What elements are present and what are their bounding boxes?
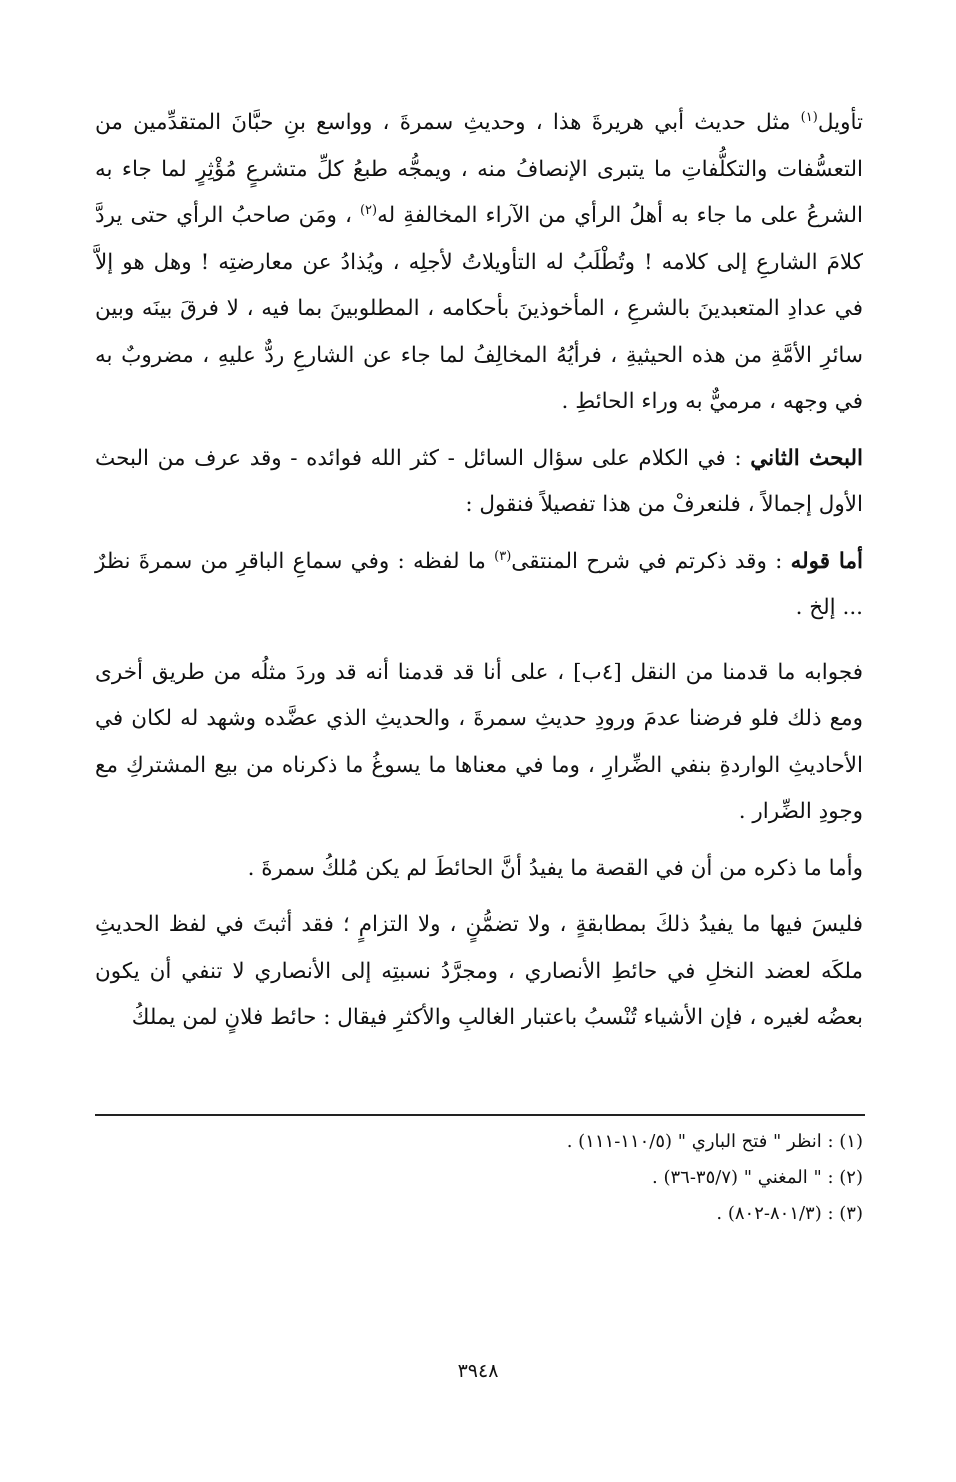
paragraph-3-text-a: : وقد ذكرتم في شرح المنتقى [511,548,791,574]
footnote-3: (٣) : (٨٠١/٣-٨٠٢) . [716,1203,863,1224]
paragraph-2-text: : في الكلام على سؤال السائل - كثر الله فوائده - وقد عرف من البحث الأول إجمالاً ، فلنعرفْ من هذا تفصيلاً فنقول : [95,445,863,517]
page-number: ٣٩٤٨ [457,1360,499,1382]
footnote-ref-3[interactable]: (٣) [494,548,512,564]
footnotes [95,1124,863,1232]
paragraph-1-text-a: تأويل [817,110,863,135]
paragraph-1-text-b: مثل حديث أبي هريرةَ هذا ، وحديثِ سمرةَ ، وواسع بنِ حبَّانَ المتقدِّمين من التعسُّفات والتكلُّفاتِ ما يتبرى الإنصافُ منه ، ويمجُّه طبعُ كلِّ متشرعٍ مُؤْثِرٍ لما جاء به الشرعُ على ما جاء به أهلُ الرأي من الآراء المخالفةِ له [95,110,863,228]
paragraph-4: فجوابه ما قدمنا من النقل [٤ب] ، على أنا قد قدمنا أنه قد وردَ مثلُه من طريق أخرى ومع ذلك فلو فرضنا عدمَ ورودِ حديثِ سمرةَ ، والحديثِ الذي عضَّده وشهد له لكان في الأحاديثِ الواردةِ بنفي الضِّرارِ ، وما في معناها ما يسوغُ ما ذكرناه من بيع المشتركِ مع وجودِ الضِّرار . [95,659,863,824]
paragraph-1-text-c: ، ومَن صاحبُ الرأي حتى يردَّ كلامَ الشارعِ إلى كلامه ! وتُطْلَبُ له التأويلاتُ لأجلِه ، ويُذادُ عن معارضتِه ! وهل هو إلاَّ في عدادِ المتعبدينَ بالشرعِ ، المأخوذينَ بأحكامه ، المطلوبينَ بما فيه ، لا فرقَ بينَه وبين سائرِ الأمَّةِ من هذه الحيثيةِ ، فرأيُهُ المخالِفُ لما جاء عن الشارعِ ردٌّ عليهِ ، مضروبٌ به في وجهه ، مرميٌّ به وراء الحائطِ . [95,203,863,414]
paragraph-1 [95,100,863,426]
footnote-ref-2[interactable]: (٢) [359,202,378,218]
paragraph-2 [95,436,863,529]
section-heading-second-inquiry: البحث الثاني [750,445,863,471]
footnote-2: (٢) : " المغني " (٣٥/٧-٣٦) . [652,1167,863,1188]
paragraph-3-text-b: ما لفظه : وفي سماعِ الباقرِ من سمرةَ نظرٌ ... إلخ . [95,548,863,620]
footnote-ref-1[interactable]: (١) [800,109,818,125]
footnote-1: (١) : انظر " فتح الباري " (١١٠/٥-١١١) . [566,1131,863,1152]
paragraph-3 [95,539,863,632]
paragraph-6: فليسَ فيها ما يفيدُ ذلكَ بمطابقةٍ ، ولا تضمُّنٍ ، ولا التزامٍ ؛ فقد أثبتَ في لفظ الحديثِ ملكَه لعضد النخلِ في حائطِ الأنصاري ، ومجرَّدُ نسبتِه إلى الأنصاري لا تنفي أن يكون بعضُه لغيره ، فإن الأشياء تُنْسبُ باعتبار الغالبِ والأكثرِ فيقال : حائط فلانٍ لمن يملكُ [95,912,863,1030]
paragraph-5: وأما ما ذكره من أن في القصة ما يفيدُ أنَّ الحائطَ لم يكن مُلكُ سمرةَ . [247,855,863,881]
footnote-divider [95,1114,865,1116]
lead-phrase-his-saying: أما قوله [790,548,863,574]
main-text [95,100,863,1042]
